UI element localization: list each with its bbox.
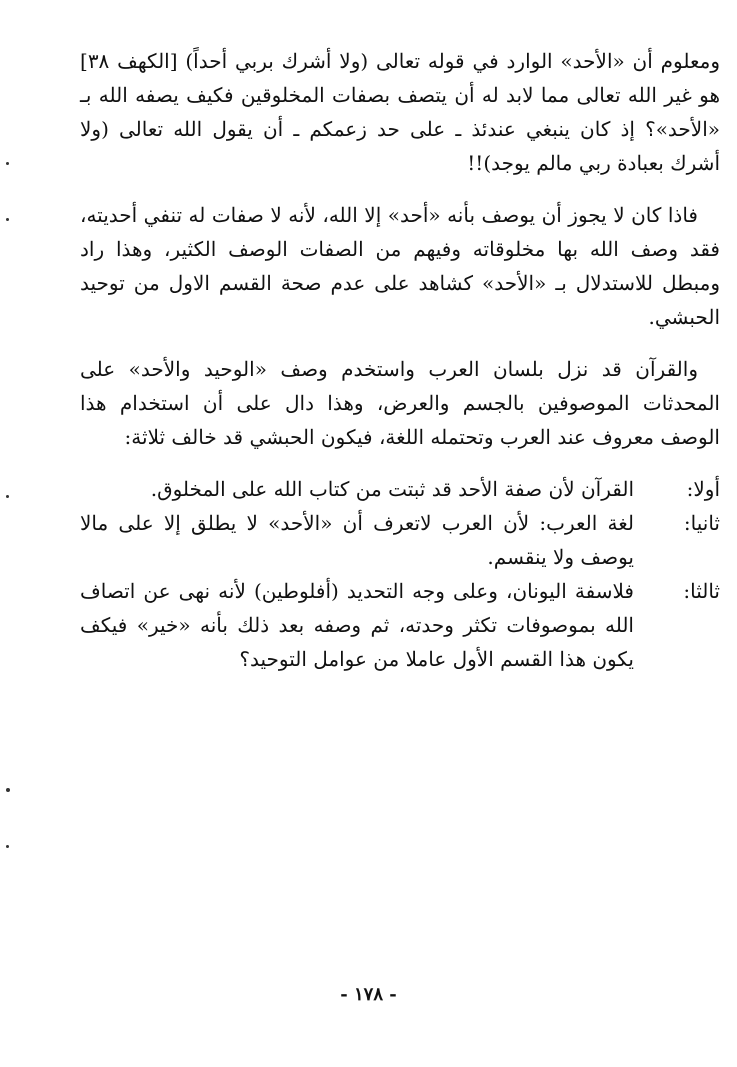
paragraph-2: فاذا كان لا يجوز أن يوصف بأنه «أحد» إلا الله، لأنه لا صفات له تنفي أحديته، فقد وصف الله بها مخلوقاته وفيهم من الصفات الوصف الكثير، وهذا راد ومبطل للاستدلال بـ «الأحد» كشاهد على عدم صحة القسم الاول من توحيد الحبشي. bbox=[80, 203, 720, 329]
list-item bbox=[80, 472, 720, 506]
list-item-text: القرآن لأن صفة الأحد قد ثبتت من كتاب الله على المخلوق. bbox=[150, 477, 634, 501]
list-item-label: ثانيا: bbox=[683, 511, 720, 535]
margin-speck bbox=[6, 495, 9, 498]
list-item bbox=[80, 574, 720, 676]
list-item-label: أولا: bbox=[686, 477, 720, 501]
list-item-text: لغة العرب: لأن العرب لاتعرف أن «الأحد» لا يطلق إلا على مالا يوصف ولا ينقسم. bbox=[80, 511, 634, 569]
paragraph-3: والقرآن قد نزل بلسان العرب واستخدم وصف «الوحيد والأحد» على المحدثات الموصوفين بالجسم والعرض، وهذا دال على أن استخدام هذا الوصف معروف عند العرب وتحتمله اللغة، فيكون الحبشي قد خالف ثلاثة: bbox=[80, 357, 720, 449]
margin-speck bbox=[6, 788, 10, 792]
list-item-text: فلاسفة اليونان، وعلى وجه التحديد (أفلوطين) لأنه نهى عن اتصاف الله بموصوفات تكثر وحدته، ثم وصفه بعد ذلك بأنه «خير» فيكف يكون هذا القسم الأول عاملا من عوامل التوحيد؟ bbox=[80, 579, 634, 671]
margin-speck bbox=[6, 218, 9, 221]
margin-speck bbox=[6, 845, 9, 848]
list-item bbox=[80, 506, 720, 574]
page-body bbox=[80, 44, 720, 676]
paragraph-1: ومعلوم أن «الأحد» الوارد في قوله تعالى (ولا أشرك بربي أحداً) [الكهف ٣٨] هو غير الله تعالى مما لابد له أن يتصف بصفات المخلوقين فكيف يصفه الله بـ «الأحد»؟ إذ كان ينبغي عندئذ ـ على حد زعمكم ـ أن يقول الله تعالى (ولا أشرك بعبادة ربي مالم يوجد)!! bbox=[80, 49, 720, 175]
margin-speck bbox=[6, 162, 9, 165]
page-number: - ١٧٨ - bbox=[340, 984, 397, 1005]
list-item-label: ثالثا: bbox=[683, 579, 720, 603]
numbered-list bbox=[80, 472, 720, 676]
